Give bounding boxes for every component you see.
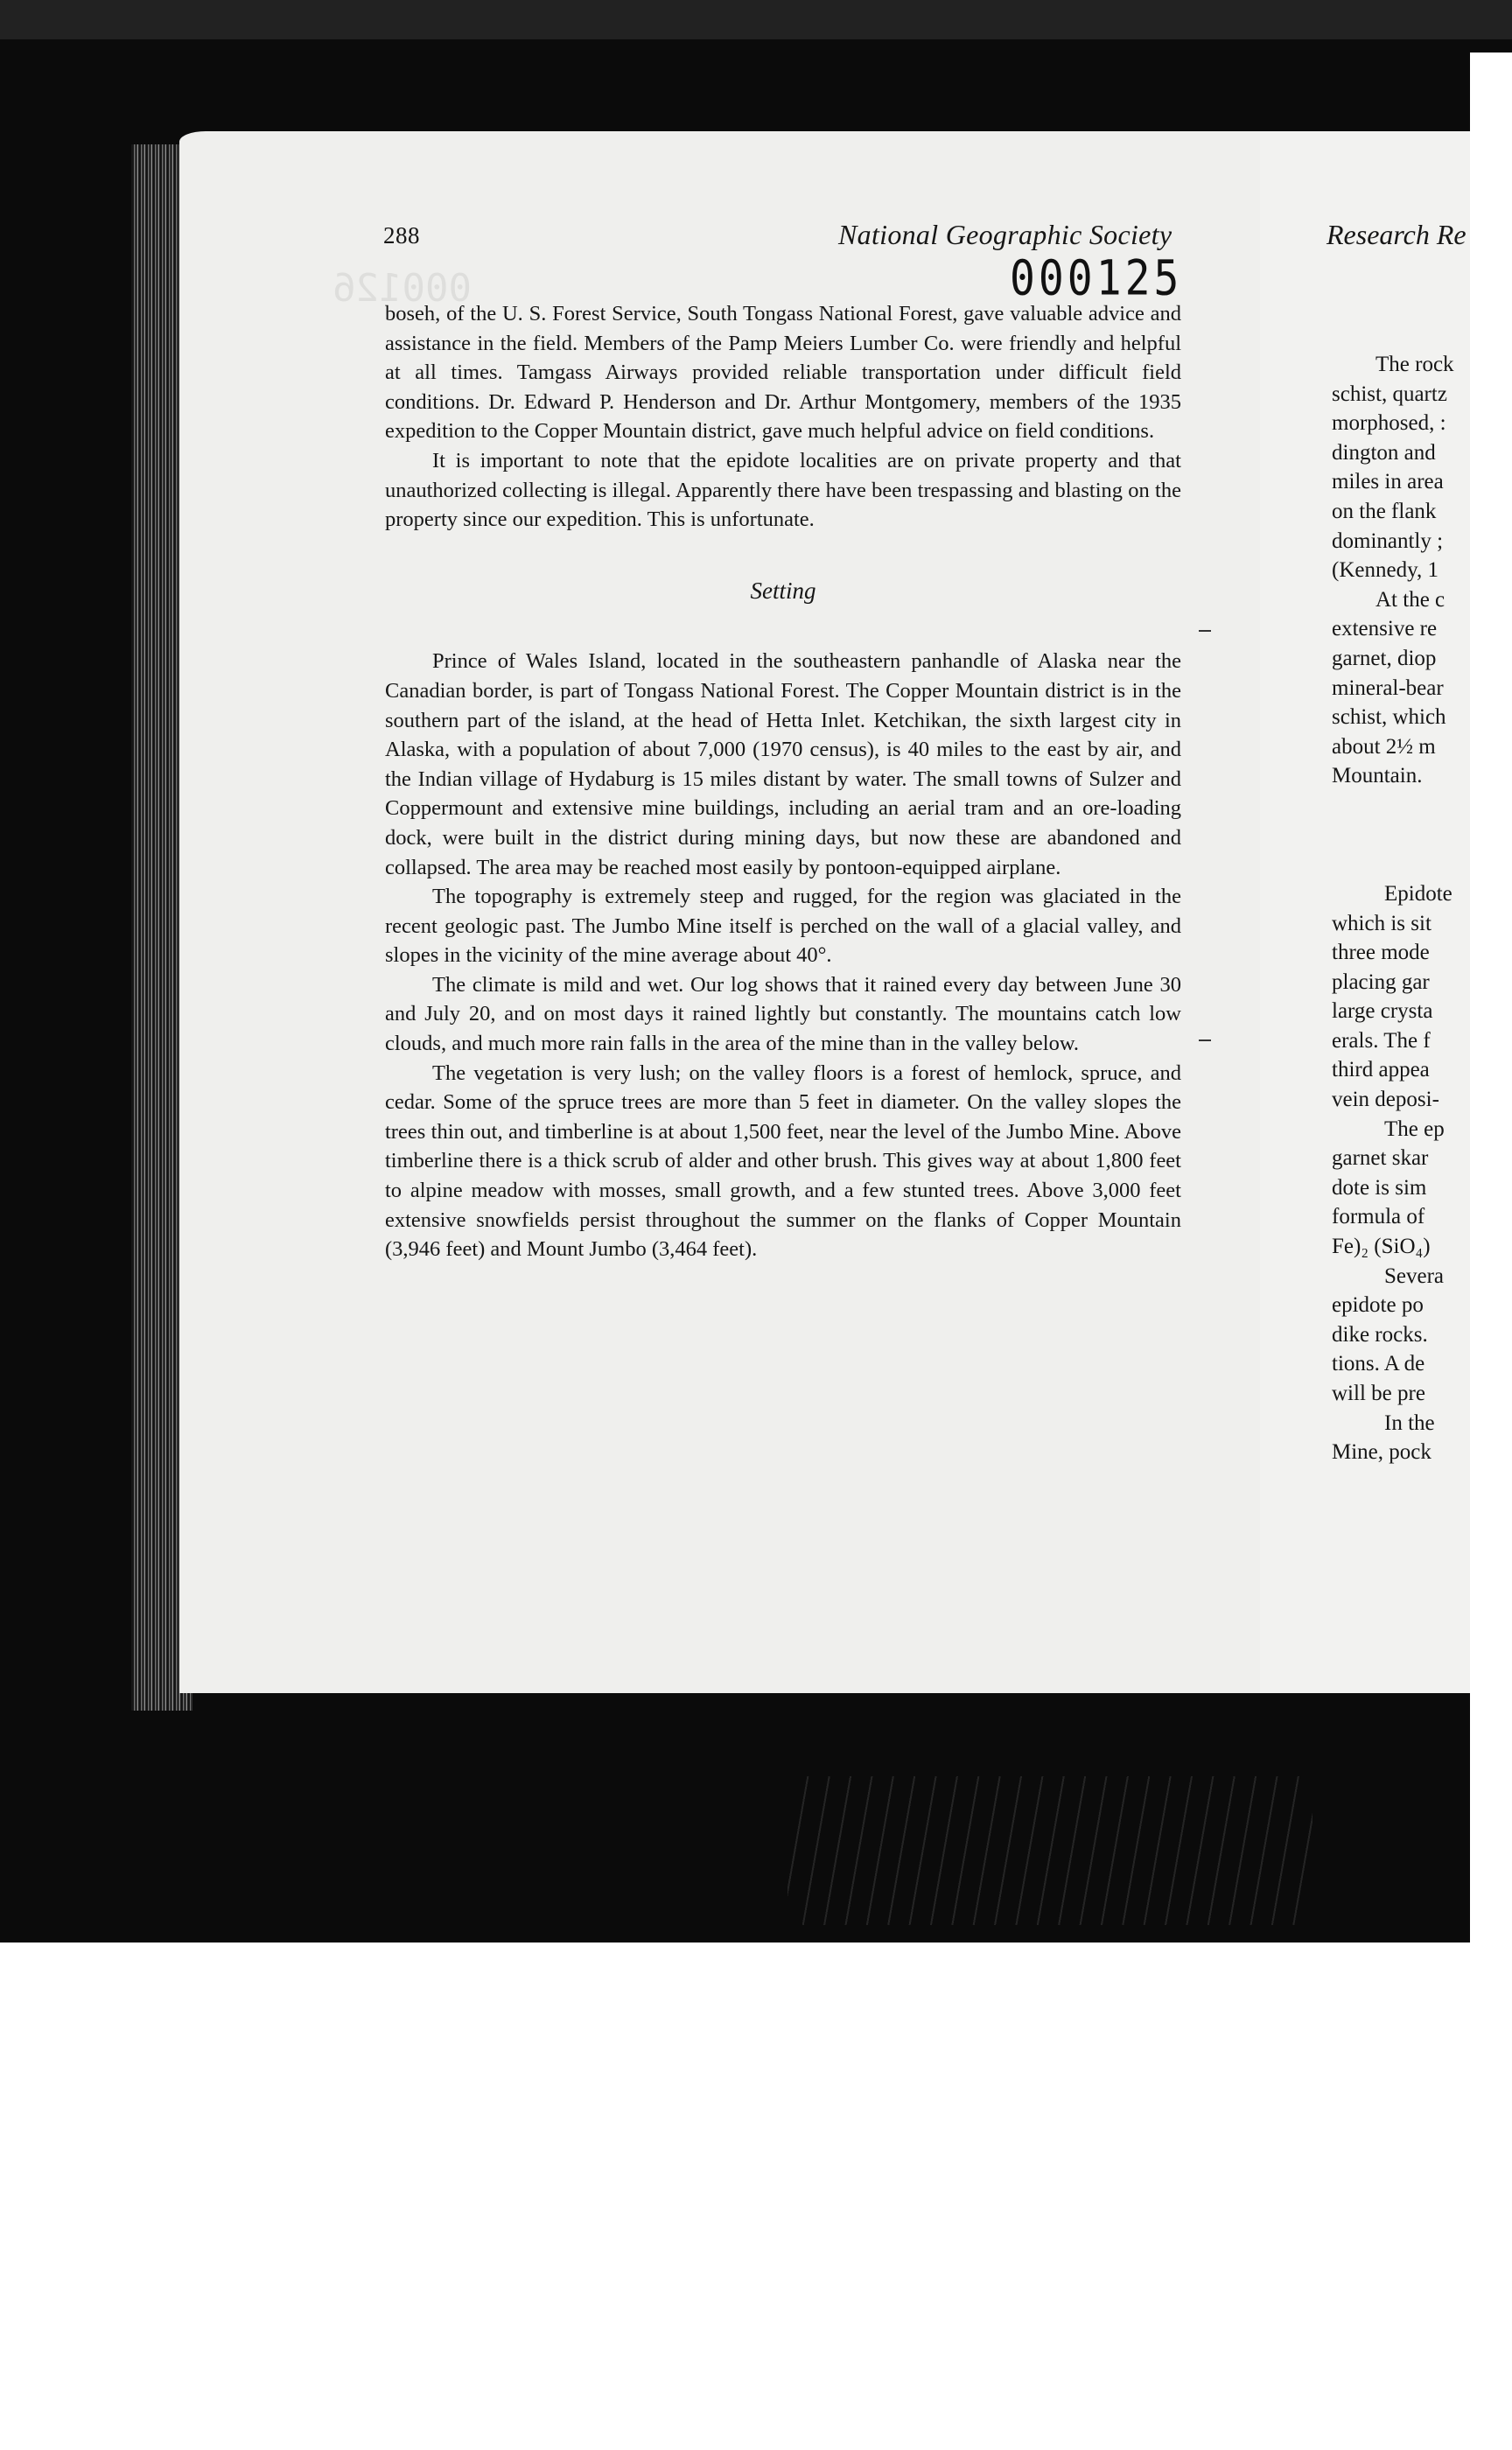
right-line: schist, which	[1332, 705, 1446, 730]
right-line: dington and	[1332, 440, 1436, 465]
right-line: about 2½ m	[1332, 734, 1436, 759]
page-number: 288	[383, 222, 420, 248]
right-line: placing gar	[1332, 970, 1430, 994]
right-line: dominantly ;	[1332, 528, 1444, 553]
paragraph: The topography is extremely steep and rugged, for the region was glaciated in the recent geologic past. The Jumbo Mine itself is perched on the wall of a glacial valley, and slopes in the vicinity of the mine average about 40°.	[385, 885, 1181, 968]
right-line: In the	[1384, 1410, 1435, 1435]
right-line: mineral-bear	[1332, 676, 1444, 700]
right-line: on the flank	[1332, 499, 1437, 523]
margin-mark	[1199, 1040, 1211, 1041]
main-text-column	[385, 299, 1181, 1264]
right-line: Mountain.	[1332, 764, 1423, 788]
column-gap	[1332, 791, 1470, 879]
right-line: extensive re	[1332, 617, 1438, 641]
paragraph: The vegetation is very lush; on the valley floors is a forest of hemlock, spruce, and cedar. Some of the spruce trees are more than 5 feet in diameter. On the valley slopes the trees thin out, and timberline is at about 1,500 feet, near the level of the Jumbo Mine. Above timberline there is a thick scrub of alder and other brush. This gives way at about 1,800 feet to alpine meadow with mosses, small growth, and a few stunted trees. Above 3,000 feet extensive snowfields persist throughout the summer on the flanks of Copper Mountain (3,946 feet) and Mount Jumbo (3,464 feet).	[385, 1060, 1181, 1262]
right-line: three mode	[1332, 941, 1430, 965]
right-line: third appea	[1332, 1058, 1430, 1082]
right-line: which is sit	[1332, 911, 1432, 935]
right-line: At the c	[1376, 587, 1446, 612]
right-line: miles in area	[1332, 470, 1444, 494]
scan-right-edge	[1470, 52, 1512, 1942]
right-line: dike rocks.	[1332, 1322, 1428, 1347]
paragraph: It is important to note that the epidote localities are on private property and that unauthorized collecting is illegal. Apparently there have been trespassing and blasting on the property since our expedition. This is unfortunate.	[385, 448, 1181, 532]
margin-mark	[1199, 630, 1211, 632]
right-line: Mine, pock	[1332, 1440, 1432, 1465]
right-line: (Kennedy, 1	[1332, 558, 1438, 583]
right-running-title: Research Re	[1326, 219, 1466, 250]
right-line: morphosed, :	[1332, 411, 1446, 436]
right-line: dote is sim	[1332, 1175, 1427, 1200]
right-page-column	[1332, 350, 1470, 1467]
scan-top-edge	[0, 0, 1512, 39]
right-line: tions. A de	[1332, 1352, 1425, 1376]
running-title: National Geographic Society	[838, 219, 1172, 250]
scan-noise	[788, 1776, 1312, 1925]
right-line: large crysta	[1332, 999, 1433, 1024]
right-line: The ep	[1384, 1116, 1445, 1141]
right-line: formula of	[1332, 1205, 1425, 1229]
right-line: schist, quartz	[1332, 382, 1447, 406]
right-line: Severa	[1384, 1264, 1445, 1288]
paragraph: Prince of Wales Island, located in the southeastern panhandle of Alaska near the Canadian border, is part of Tongass National Forest. The Copper Mountain district is in the southern part of the island, at the head of Hetta Inlet. Ketchikan, the sixth largest city in Alaska, with a population of about 7,000 (1970 census), is 40 miles to the east by air, and the Indian village of Hydaburg is 15 miles distant by water. The small towns of Sulzer and Coppermount and extensive mine buildings, including an aerial tram and an ore-loading dock, were built in the district during mining days, but now these are abandoned and collapsed. The area may be reached most easily by pontoon-equipped airplane.	[385, 649, 1181, 879]
right-line: Fe)₂ (SiO₄)	[1332, 1235, 1431, 1259]
stamp-bleedthrough: 000126	[332, 266, 472, 311]
paragraph: The climate is mild and wet. Our log shows that it rained every day between June 30 and July 20, and on most days it rained lightly but constantly. The mountains catch low clouds, and much more rain falls in the area of the mine than in the valley below.	[385, 972, 1181, 1056]
paragraph: boseh, of the U. S. Forest Service, South Tongass National Forest, gave valuable advice and assistance in the field. Members of the Pamp Meiers Lumber Co. were friendly and helpful at all times. Tamgass Airways provided reliable transportation under difficult field conditions. Dr. Edward P. Henderson and Dr. Arthur Montgomery, members of the 1935 expedition to the Copper Mountain district, gave much helpful advice on field conditions.	[385, 302, 1181, 444]
section-heading: Setting	[750, 577, 816, 604]
right-line: garnet, diop	[1332, 646, 1437, 670]
right-line: garnet skar	[1332, 1146, 1429, 1171]
document-stamp-number: 000125	[1010, 249, 1183, 307]
right-line: will be pre	[1332, 1382, 1425, 1405]
right-line: erals. The f	[1332, 1028, 1431, 1053]
right-line: Epidote	[1384, 881, 1452, 906]
right-line: epidote po	[1332, 1293, 1424, 1318]
right-line: The rock	[1376, 353, 1454, 376]
right-line: vein deposi-	[1332, 1088, 1439, 1112]
